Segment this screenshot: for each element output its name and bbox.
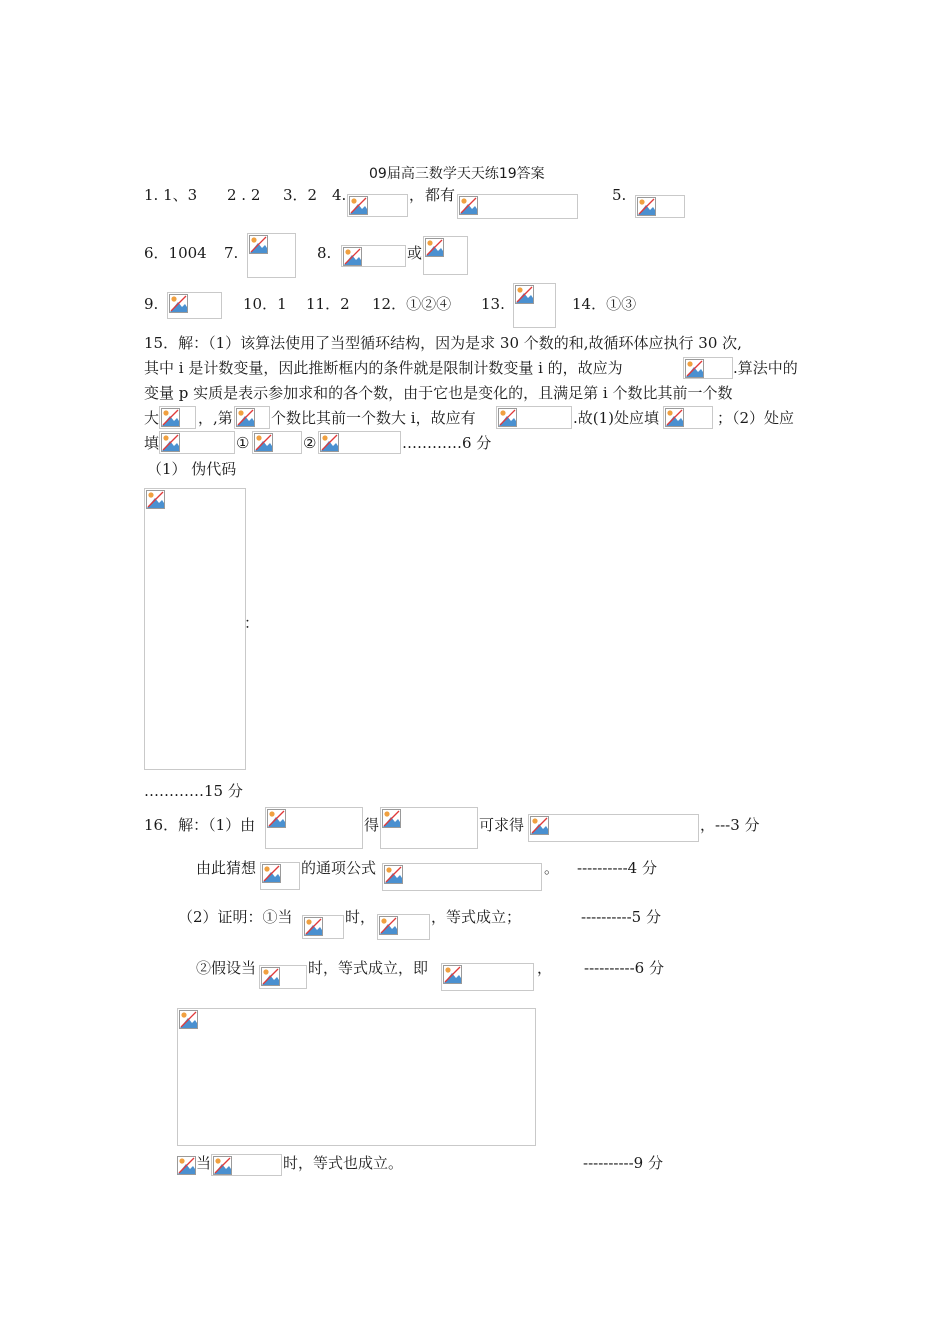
colon: ：: [244, 614, 260, 632]
score-3: ，---3 分: [700, 816, 760, 834]
broken-image-icon: [179, 1010, 198, 1029]
broken-image-icon: [146, 490, 165, 509]
broken-image-icon: [443, 965, 462, 984]
broken-image-icon: [169, 294, 188, 313]
p15-line-2: 其中 i 是计数变量，因此推断框内的条件就是限制计数变量 i 的，故应为: [144, 359, 623, 377]
answer-3: 3．2: [283, 186, 318, 204]
formula-image: [159, 431, 235, 454]
pseudocode-label: （1） 伪代码: [147, 460, 237, 478]
broken-image-icon: [637, 197, 656, 216]
formula-image: [167, 292, 222, 319]
score-6b: ----------6 分: [584, 959, 664, 977]
broken-image-icon: [382, 809, 401, 828]
formula-image: [382, 863, 542, 891]
p16-line-1c: 可求得: [479, 816, 525, 834]
broken-image-icon: [343, 247, 362, 266]
formula-image: [265, 807, 363, 849]
period: 。: [544, 859, 560, 877]
score-6: …………6 分: [402, 434, 492, 452]
p16-line-3c: ，等式成立；: [431, 908, 522, 926]
broken-image-icon: [384, 865, 403, 884]
formula-image: [423, 236, 468, 275]
formula-image: [302, 915, 344, 939]
formula-image: [211, 1154, 282, 1176]
p16-line-1a: 16．解：（1）由: [144, 816, 256, 834]
broken-image-icon: [267, 809, 286, 828]
formula-image: [177, 1156, 197, 1175]
p15-line-1: 15．解：（1）该算法使用了当型循环结构，因为是求 30 个数的和,故循环体应执行 30 次,: [144, 334, 742, 352]
broken-image-icon: [249, 235, 268, 254]
broken-image-icon: [304, 917, 323, 936]
or-text: 或: [407, 244, 423, 262]
p16-line-5b: 时，等式也成立。: [283, 1154, 404, 1172]
formula-image: [496, 406, 572, 429]
broken-image-icon: [213, 1156, 232, 1175]
formula-image: [683, 357, 733, 379]
comma-2: ，: [537, 959, 553, 977]
formula-image: [159, 406, 196, 429]
formula-image: [341, 245, 406, 267]
formula-image: [441, 963, 534, 991]
p16-line-4b: 时，等式成立，即: [308, 959, 429, 977]
broken-image-icon: [262, 864, 281, 883]
formula-image: [513, 283, 556, 328]
score-4: ----------4 分: [577, 859, 657, 877]
answer-1: 1. 1、3: [144, 186, 198, 204]
p15-line-4c: 个数比其前一个数大 i，故应有: [271, 409, 476, 427]
score-5: ----------5 分: [581, 908, 661, 926]
page-title: 09届高三数学天天练19答案: [369, 166, 545, 182]
broken-image-icon: [236, 408, 255, 427]
answer-4-label: 4.: [332, 186, 347, 204]
p16-line-1b: 得: [364, 816, 380, 834]
formula-image: [635, 195, 685, 218]
p15-line-5b: ①: [236, 434, 250, 452]
answer-2: 2 . 2: [227, 186, 261, 204]
answer-12: 12．①②④: [372, 295, 452, 313]
broken-image-icon: [665, 408, 684, 427]
broken-image-icon: [261, 967, 280, 986]
formula-image: [234, 406, 270, 429]
p16-line-2a: 由此猜想: [196, 859, 257, 877]
formula-image: [377, 914, 430, 940]
answer-7-label: 7.: [224, 244, 239, 262]
broken-image-icon: [254, 433, 273, 452]
formula-image: [252, 431, 302, 454]
broken-image-icon: [320, 433, 339, 452]
formula-image: [318, 431, 401, 454]
formula-image: [663, 406, 713, 429]
score-15: …………15 分: [144, 782, 243, 800]
comma: ，: [409, 186, 425, 204]
formula-image: [380, 807, 478, 849]
pseudocode-image: [144, 488, 246, 770]
broken-image-icon: [349, 196, 368, 215]
p16-line-4a: ②假设当: [196, 959, 257, 977]
p15-line-4b: ，,第: [198, 409, 233, 427]
broken-image-icon: [498, 408, 517, 427]
p15-line-2-end: .算法中的: [733, 359, 798, 377]
answer-4-text: 都有: [425, 186, 456, 204]
answer-5-label: 5.: [612, 186, 627, 204]
broken-image-icon: [379, 916, 398, 935]
p15-line-4a: 大: [144, 409, 160, 427]
broken-image-icon: [685, 359, 704, 378]
answer-11: 11．2: [306, 295, 350, 313]
p16-line-3a: （2）证明：①当: [178, 908, 293, 926]
score-9: ----------9 分: [583, 1154, 663, 1172]
broken-image-icon: [425, 238, 444, 257]
answer-8-label: 8.: [317, 244, 332, 262]
broken-image-icon: [530, 816, 549, 835]
p15-line-3: 变量 p 实质是表示参加求和的各个数，由于它也是变化的，且满足第 i 个数比其前一个数: [144, 384, 733, 402]
broken-image-icon: [161, 408, 180, 427]
broken-image-icon: [459, 196, 478, 215]
p15-line-4d: .故(1)处应填: [573, 409, 660, 427]
broken-image-icon: [161, 433, 180, 452]
answer-9-label: 9.: [144, 295, 159, 313]
answer-13-label: 13.: [481, 295, 505, 313]
broken-image-icon: [177, 1156, 196, 1175]
formula-image: [457, 194, 578, 219]
p16-line-3b: 时，: [345, 908, 376, 926]
formula-image: [347, 194, 408, 217]
formula-image: [247, 233, 296, 278]
answer-6: 6．1004: [144, 244, 207, 262]
formula-image: [259, 965, 307, 989]
formula-image: [260, 862, 300, 890]
formula-image: [528, 814, 699, 842]
p15-line-5a: 填: [144, 434, 160, 452]
p16-line-5a: 当: [196, 1154, 212, 1172]
p15-line-5c: ②: [303, 434, 317, 452]
broken-image-icon: [515, 285, 534, 304]
p15-line-4e: ；（2）处应: [717, 409, 795, 427]
answer-14: 14．①③: [572, 295, 637, 313]
answer-10: 10．1: [243, 295, 287, 313]
p16-line-2b: 的通项公式: [301, 859, 377, 877]
proof-image: [177, 1008, 536, 1146]
